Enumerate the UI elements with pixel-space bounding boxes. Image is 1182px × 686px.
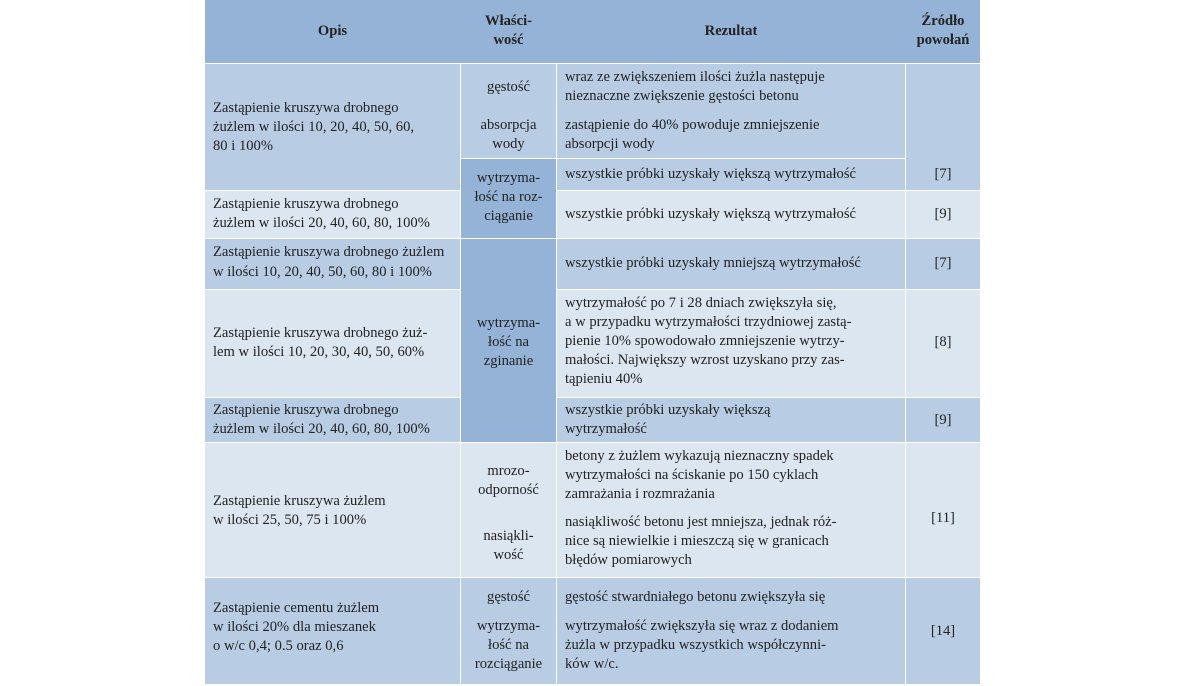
row4-opis-line2: żużlem w ilości 20, 40, 60, 80, 100% [213,421,430,437]
row0-opis-line3: 80 i 100% [213,138,273,154]
row2-source: [7] [934,255,952,271]
row5-opis-line1: Zastąpienie kruszywa żużlem [213,493,386,509]
row2-result: wszystkie próbki uzyskały mniejszą wytrzymałość [565,255,861,271]
row6-e1-result-line1: wytrzymałość zwiększyła się wraz z dodaniem [565,618,839,634]
row5-e0-property-line1: mrozo- [487,463,530,479]
row3-source: [8] [934,334,952,350]
row3-property-line2: łość na [488,334,529,350]
row1-opis-line2: żużlem w ilości 20, 40, 60, 80, 100% [213,215,430,231]
row5-e0-result-line2: wytrzymałości na ściskanie po 150 cyklach [565,467,819,483]
row6-e0-result: gęstość stwardniałego betonu zwiększyła się [565,589,826,605]
row0-e2-property-line2: łość na roz- [474,189,543,205]
comparison-table [205,0,980,684]
row5-e0-result-line1: betony z żużlem wykazują nieznaczny spadek [565,448,834,464]
row4-source: [9] [934,412,952,428]
row0-e0-property: gęstość [487,79,530,95]
row6-e0-property: gęstość [487,589,530,605]
header-wlasciwosc-line2: wość [493,32,524,48]
row5-e0-property-line2: odporność [478,482,539,498]
row6-e1-property-line2: łość na [488,637,529,653]
row6-e1-property-line1: wytrzyma- [476,618,541,634]
row0-opis-line2: żużlem w ilości 10, 20, 40, 50, 60, [213,119,415,135]
row0-e2-property-line1: wytrzyma- [476,170,541,186]
row5-opis-line2: w ilości 25, 50, 75 i 100% [213,512,367,528]
header-zrodlo-line1: Źródło [921,13,965,29]
row3-result-line3: pienie 10% spowodowało zmniejszenie wytrzy- [565,333,845,349]
row0-e0-result-line1: wraz ze zwiększeniem ilości żużla następuje [565,69,825,85]
row0-e1-property-line1: absorpcja [480,117,537,133]
row0-e1-result-line1: zastąpienie do 40% powoduje zmniejszenie [565,117,820,133]
row0-e0-result-line2: nieznaczne zwiększenie gęstości betonu [565,88,799,104]
row3-opis-line1: Zastąpienie kruszywa drobnego żuż- [213,325,428,341]
row3-property-line3: zginanie [483,353,534,369]
row3-result-line1: wytrzymałość po 7 i 28 dniach zwiększyła się, [565,295,837,311]
row3-result-line4: małości. Największy wzrost uzyskano przy zas- [565,352,845,368]
row5-e1-result-line3: błędów pomiarowych [565,552,692,568]
row3-result-line2: a w przypadku wytrzymałości trzydniowej zastą- [565,314,852,330]
row0-e2-property-line3: ciąganie [484,208,533,224]
row3-result-line5: tąpieniu 40% [565,371,643,387]
row4-opis-line1: Zastąpienie kruszywa drobnego [213,402,399,418]
row3-opis-line2: lem w ilości 10, 20, 30, 40, 50, 60% [213,344,425,360]
table-header [205,0,980,63]
header-wlasciwosc-line1: Właści- [484,13,533,29]
row5-e1-property-line2: wość [493,547,524,563]
row5-source: [11] [931,510,955,526]
row4-result-line1: wszystkie próbki uzyskały większą [565,402,771,418]
row6-opis-line1: Zastąpienie cementu żużlem [213,600,380,616]
row0-source: [7] [934,166,952,182]
row0-e1-result-line2: absorpcji wody [565,136,655,152]
row6-opis-line3: o w/c 0,4; 0.5 oraz 0,6 [213,638,344,654]
header-opis: Opis [317,23,348,39]
row1-result: wszystkie próbki uzyskały większą wytrzymałość [565,206,856,222]
row5-e1-result-line2: nice są niewielkie i mieszczą się w granicach [565,533,829,549]
row6-source: [14] [930,623,956,639]
row2-opis-line1: Zastąpienie kruszywa drobnego żużlem [213,244,445,260]
row5-e1-result-line1: nasiąkliwość betonu jest mniejsza, jednak róż- [565,514,837,530]
row5-e0-result-line3: zamrażania i rozmrażania [565,486,715,502]
row0-e2-result: wszystkie próbki uzyskały większą wytrzymałość [565,166,856,182]
row6-e1-result-line3: ków w/c. [565,656,619,672]
row1-source: [9] [934,206,952,222]
row2-opis-line2: w ilości 10, 20, 40, 50, 60, 80 i 100% [213,264,432,280]
row6-e1-property-line3: rozciąganie [474,656,543,672]
row4-result-line2: wytrzymałość [565,421,647,437]
header-zrodlo-line2: powołań [916,32,970,48]
row0-e1-property-line2: wody [492,136,525,152]
row1-opis-line1: Zastąpienie kruszywa drobnego [213,196,399,212]
row0-opis-line1: Zastąpienie kruszywa drobnego [213,100,399,116]
row3-property-line1: wytrzyma- [476,315,541,331]
row6-e1-result-line2: żużla w przypadku wszystkich współczynni- [565,637,826,653]
header-rezultat: Rezultat [704,23,758,39]
row6-opis-line2: w ilości 20% dla mieszanek [213,619,376,635]
row5-e1-property-line1: nasiąkli- [483,528,534,544]
